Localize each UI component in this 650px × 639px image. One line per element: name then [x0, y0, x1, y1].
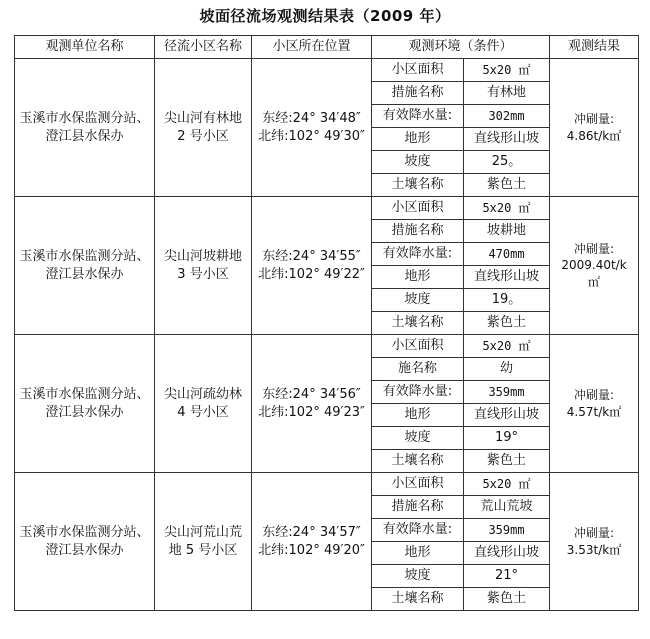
observation-result-cell	[550, 197, 639, 335]
plot-name-cell-line: 尖山河有林地	[163, 110, 242, 126]
observation-unit-cell-line: 澄江县水保办	[45, 542, 124, 558]
observation-result-cell-line: 4.86t/k㎡	[566, 128, 622, 143]
env-condition-value: 21°	[464, 565, 550, 588]
plot-name-cell-line: 2 号小区	[177, 128, 229, 144]
env-condition-value: 359mm	[464, 381, 550, 404]
env-condition-label: 施名称	[372, 358, 464, 381]
env-condition-label: 有效降水量:	[372, 243, 464, 266]
header-result: 观测结果	[550, 36, 639, 59]
env-condition-value: 紫色土	[464, 450, 550, 473]
observation-result-cell-line: 4.57t/k㎡	[566, 404, 622, 419]
observation-unit-cell	[15, 197, 155, 335]
env-condition-label: 地形	[372, 266, 464, 289]
table-row	[15, 473, 639, 496]
env-condition-value: 紫色土	[464, 588, 550, 611]
observation-result-cell-line: ㎡	[588, 274, 601, 289]
observation-result-cell-line: 冲刷量:	[573, 526, 615, 541]
env-condition-value: 5x20 ㎡	[464, 59, 550, 82]
plot-location-cell	[252, 335, 372, 473]
env-condition-label: 措施名称	[372, 220, 464, 243]
env-condition-value: 5x20 ㎡	[464, 473, 550, 496]
plot-location-cell-line: 北纬:102° 49′23″	[258, 404, 365, 420]
env-condition-value: 有林地	[464, 82, 550, 105]
plot-name-cell	[155, 335, 252, 473]
env-condition-value: 25。	[464, 151, 550, 174]
observation-result-cell-line: 3.53t/k㎡	[566, 542, 622, 557]
header-plot: 径流小区名称	[155, 36, 252, 59]
table-row	[15, 59, 639, 82]
env-condition-label: 坡度	[372, 565, 464, 588]
header-row	[15, 36, 639, 59]
env-condition-value: 紫色土	[464, 174, 550, 197]
plot-location-cell-line: 东经:24° 34′55″	[262, 248, 361, 264]
env-condition-label: 坡度	[372, 289, 464, 312]
runoff-results-table	[14, 35, 639, 611]
env-condition-label: 坡度	[372, 151, 464, 174]
env-condition-label: 小区面积	[372, 335, 464, 358]
observation-result-cell	[550, 335, 639, 473]
env-condition-label: 小区面积	[372, 473, 464, 496]
env-condition-value: 470mm	[464, 243, 550, 266]
observation-result-cell-line: 2009.40t/k	[561, 258, 627, 273]
env-condition-label: 土壤名称	[372, 174, 464, 197]
env-condition-value: 直线形山坡	[464, 404, 550, 427]
plot-location-cell-line: 东经:24° 34′57″	[262, 524, 361, 540]
observation-unit-cell-line: 澄江县水保办	[45, 266, 124, 282]
env-condition-value: 幼	[464, 358, 550, 381]
header-location: 小区所在位置	[252, 36, 372, 59]
observation-result-cell-line: 冲刷量:	[573, 112, 615, 127]
env-condition-value: 19°	[464, 427, 550, 450]
plot-name-cell-line: 尖山河坡耕地	[163, 248, 242, 264]
env-condition-label: 有效降水量:	[372, 381, 464, 404]
header-unit: 观测单位名称	[15, 36, 155, 59]
plot-name-cell	[155, 473, 252, 611]
plot-name-cell-line: 3 号小区	[177, 266, 229, 282]
plot-name-cell	[155, 59, 252, 197]
plot-location-cell-line: 北纬:102° 49′22″	[258, 266, 365, 282]
env-condition-label: 措施名称	[372, 496, 464, 519]
observation-unit-cell-line: 玉溪市水保监测分站、	[19, 110, 150, 126]
observation-unit-cell-line: 澄江县水保办	[45, 404, 124, 420]
env-condition-label: 坡度	[372, 427, 464, 450]
plot-name-cell-line: 地 5 号小区	[168, 542, 238, 558]
env-condition-value: 5x20 ㎡	[464, 197, 550, 220]
env-condition-label: 有效降水量:	[372, 105, 464, 128]
env-condition-value: 359mm	[464, 519, 550, 542]
plot-location-cell-line: 北纬:102° 49′20″	[258, 542, 365, 558]
observation-unit-cell	[15, 335, 155, 473]
plot-name-cell	[155, 197, 252, 335]
plot-location-cell	[252, 197, 372, 335]
observation-unit-cell	[15, 473, 155, 611]
table-row	[15, 197, 639, 220]
table-body	[15, 59, 639, 611]
table-row	[15, 335, 639, 358]
plot-name-cell-line: 4 号小区	[177, 404, 229, 420]
env-condition-label: 小区面积	[372, 59, 464, 82]
env-condition-value: 5x20 ㎡	[464, 335, 550, 358]
env-condition-label: 措施名称	[372, 82, 464, 105]
env-condition-value: 直线形山坡	[464, 128, 550, 151]
env-condition-value: 直线形山坡	[464, 542, 550, 565]
observation-unit-cell-line: 澄江县水保办	[45, 128, 124, 144]
plot-location-cell	[252, 59, 372, 197]
env-condition-label: 地形	[372, 128, 464, 151]
table-title: 坡面径流场观测结果表（2009 年）	[199, 7, 451, 25]
env-condition-label: 土壤名称	[372, 450, 464, 473]
env-condition-label: 有效降水量:	[372, 519, 464, 542]
env-condition-value: 荒山荒坡	[464, 496, 550, 519]
observation-unit-cell-line: 玉溪市水保监测分站、	[19, 386, 150, 402]
observation-result-cell-line: 冲刷量:	[573, 242, 615, 257]
env-condition-value: 坡耕地	[464, 220, 550, 243]
plot-name-cell-line: 尖山河疏幼林	[163, 386, 242, 402]
plot-location-cell	[252, 473, 372, 611]
env-condition-label: 地形	[372, 404, 464, 427]
env-condition-label: 小区面积	[372, 197, 464, 220]
observation-result-cell	[550, 473, 639, 611]
env-condition-label: 土壤名称	[372, 588, 464, 611]
env-condition-label: 土壤名称	[372, 312, 464, 335]
observation-result-cell	[550, 59, 639, 197]
env-condition-label: 地形	[372, 542, 464, 565]
observation-unit-cell-line: 玉溪市水保监测分站、	[19, 524, 150, 540]
env-condition-value: 302mm	[464, 105, 550, 128]
plot-location-cell-line: 北纬:102° 49′30″	[258, 128, 365, 144]
env-condition-value: 直线形山坡	[464, 266, 550, 289]
plot-location-cell-line: 东经:24° 34′56″	[262, 386, 361, 402]
env-condition-value: 19。	[464, 289, 550, 312]
observation-unit-cell	[15, 59, 155, 197]
plot-location-cell-line: 东经:24° 34′48″	[262, 110, 361, 126]
env-condition-value: 紫色土	[464, 312, 550, 335]
header-environment: 观测环境（条件）	[372, 36, 550, 59]
observation-result-cell-line: 冲刷量:	[573, 388, 615, 403]
observation-unit-cell-line: 玉溪市水保监测分站、	[19, 248, 150, 264]
plot-name-cell-line: 尖山河荒山荒	[163, 524, 242, 540]
